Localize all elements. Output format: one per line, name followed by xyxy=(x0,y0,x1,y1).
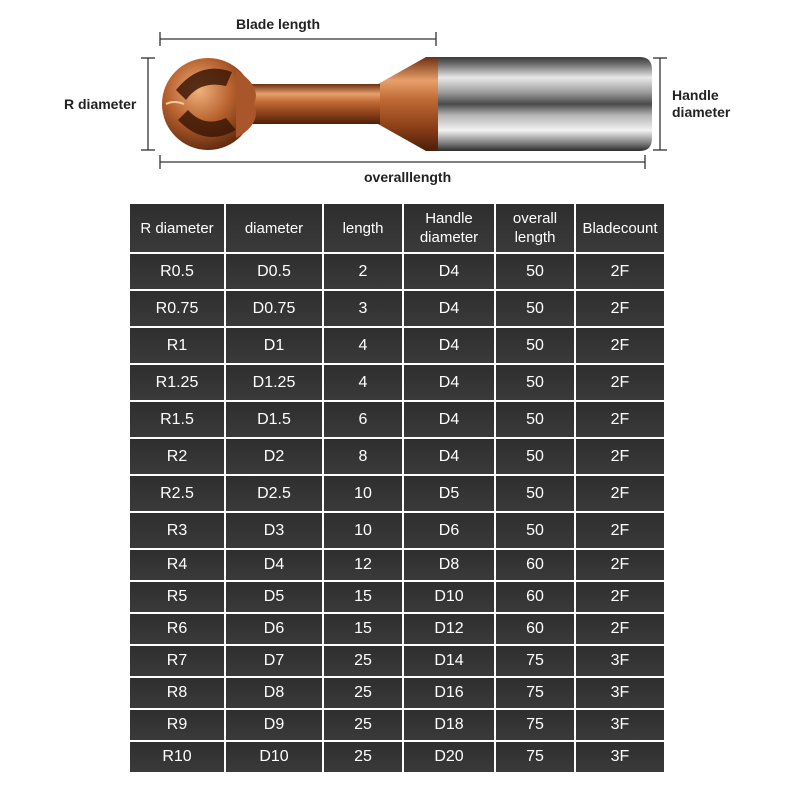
table-cell: D2 xyxy=(226,439,322,474)
table-row xyxy=(130,742,664,772)
table-row xyxy=(130,365,664,400)
table-cell: D1.5 xyxy=(226,402,322,437)
table-cell: 2F xyxy=(576,614,664,644)
table-row xyxy=(130,710,664,740)
table-cell: 2F xyxy=(576,402,664,437)
table-cell: R8 xyxy=(130,678,224,708)
table-row xyxy=(130,328,664,363)
table-cell: R1 xyxy=(130,328,224,363)
table-cell: 60 xyxy=(496,550,574,580)
table-cell: D5 xyxy=(226,582,322,612)
table-cell: 25 xyxy=(324,742,402,772)
table-cell: D6 xyxy=(404,513,494,548)
table-row xyxy=(130,646,664,676)
table-cell: D16 xyxy=(404,678,494,708)
table-cell: R5 xyxy=(130,582,224,612)
header-cell: overall length xyxy=(496,204,574,252)
table-cell: 2F xyxy=(576,550,664,580)
tool-diagram xyxy=(0,0,800,195)
table-header-row xyxy=(130,204,664,252)
table-cell: D20 xyxy=(404,742,494,772)
table-cell: D3 xyxy=(226,513,322,548)
table-row xyxy=(130,402,664,437)
handle-diameter-label: Handle diameter xyxy=(672,87,731,120)
table-cell: 2F xyxy=(576,328,664,363)
table-cell: 10 xyxy=(324,476,402,511)
table-cell: D9 xyxy=(226,710,322,740)
table-cell: 2F xyxy=(576,254,664,289)
header-cell: R diameter xyxy=(130,204,224,252)
table-cell: 2 xyxy=(324,254,402,289)
table-cell: D10 xyxy=(226,742,322,772)
header-cell: Bladecount xyxy=(576,204,664,252)
table-cell: 60 xyxy=(496,582,574,612)
table-row xyxy=(130,476,664,511)
table-row xyxy=(130,291,664,326)
table-cell: 2F xyxy=(576,291,664,326)
table-cell: D6 xyxy=(226,614,322,644)
table-cell: 75 xyxy=(496,742,574,772)
header-cell: length xyxy=(324,204,402,252)
neck xyxy=(250,84,380,124)
table-cell: 3F xyxy=(576,710,664,740)
table-cell: D4 xyxy=(404,365,494,400)
table-cell: 2F xyxy=(576,582,664,612)
table-cell: R0.5 xyxy=(130,254,224,289)
table-cell: 75 xyxy=(496,646,574,676)
table-cell: 50 xyxy=(496,402,574,437)
table-cell: R3 xyxy=(130,513,224,548)
blade-length-label: Blade length xyxy=(236,16,321,32)
table-cell: R10 xyxy=(130,742,224,772)
table-cell: R2.5 xyxy=(130,476,224,511)
table-cell: 25 xyxy=(324,678,402,708)
table-cell: 50 xyxy=(496,328,574,363)
table-cell: 12 xyxy=(324,550,402,580)
table-cell: R6 xyxy=(130,614,224,644)
table-cell: 4 xyxy=(324,328,402,363)
table-cell: 6 xyxy=(324,402,402,437)
r-diameter-label: R diameter xyxy=(64,96,137,112)
table-cell: 25 xyxy=(324,646,402,676)
table-cell: D4 xyxy=(404,254,494,289)
table-cell: D0.75 xyxy=(226,291,322,326)
table-cell: D0.5 xyxy=(226,254,322,289)
table-row xyxy=(130,678,664,708)
table-cell: R9 xyxy=(130,710,224,740)
spec-table xyxy=(128,202,666,774)
table-cell: R0.75 xyxy=(130,291,224,326)
table-cell: 2F xyxy=(576,365,664,400)
table-cell: 8 xyxy=(324,439,402,474)
table-cell: R1.5 xyxy=(130,402,224,437)
table-cell: R4 xyxy=(130,550,224,580)
table-cell: 15 xyxy=(324,582,402,612)
table-cell: D12 xyxy=(404,614,494,644)
table-cell: 50 xyxy=(496,291,574,326)
overall-length-label: overalllength xyxy=(364,169,452,185)
table-cell: 15 xyxy=(324,614,402,644)
table-row xyxy=(130,513,664,548)
table-cell: D2.5 xyxy=(226,476,322,511)
table-cell: D7 xyxy=(226,646,322,676)
table-cell: 75 xyxy=(496,710,574,740)
table-cell: 3F xyxy=(576,742,664,772)
table-cell: 50 xyxy=(496,365,574,400)
table-cell: D4 xyxy=(404,291,494,326)
taper xyxy=(378,57,426,151)
table-cell: D8 xyxy=(226,678,322,708)
table-cell: D1 xyxy=(226,328,322,363)
table-row xyxy=(130,439,664,474)
table-cell: 10 xyxy=(324,513,402,548)
header-cell: Handle diameter xyxy=(404,204,494,252)
table-row xyxy=(130,582,664,612)
table-cell: 4 xyxy=(324,365,402,400)
table-cell: R7 xyxy=(130,646,224,676)
table-row xyxy=(130,254,664,289)
table-cell: D8 xyxy=(404,550,494,580)
table-cell: D4 xyxy=(226,550,322,580)
table-cell: 75 xyxy=(496,678,574,708)
table-cell: D5 xyxy=(404,476,494,511)
table-cell: 2F xyxy=(576,476,664,511)
table-cell: 3F xyxy=(576,678,664,708)
table-cell: 50 xyxy=(496,513,574,548)
table-cell: R2 xyxy=(130,439,224,474)
table-cell: D10 xyxy=(404,582,494,612)
table-cell: 2F xyxy=(576,513,664,548)
table-cell: 3F xyxy=(576,646,664,676)
table-row xyxy=(130,550,664,580)
table-cell: R1.25 xyxy=(130,365,224,400)
header-cell: diameter xyxy=(226,204,322,252)
table-cell: 50 xyxy=(496,476,574,511)
table-cell: D4 xyxy=(404,439,494,474)
table-cell: D18 xyxy=(404,710,494,740)
table-cell: 3 xyxy=(324,291,402,326)
table-cell: D14 xyxy=(404,646,494,676)
table-cell: D4 xyxy=(404,402,494,437)
table-cell: 50 xyxy=(496,439,574,474)
table-cell: 25 xyxy=(324,710,402,740)
table-cell: 2F xyxy=(576,439,664,474)
table-cell: 60 xyxy=(496,614,574,644)
ball-head xyxy=(162,58,256,150)
table-row xyxy=(130,614,664,644)
table-cell: D1.25 xyxy=(226,365,322,400)
table-cell: D4 xyxy=(404,328,494,363)
table-cell: 50 xyxy=(496,254,574,289)
shank xyxy=(426,57,652,151)
